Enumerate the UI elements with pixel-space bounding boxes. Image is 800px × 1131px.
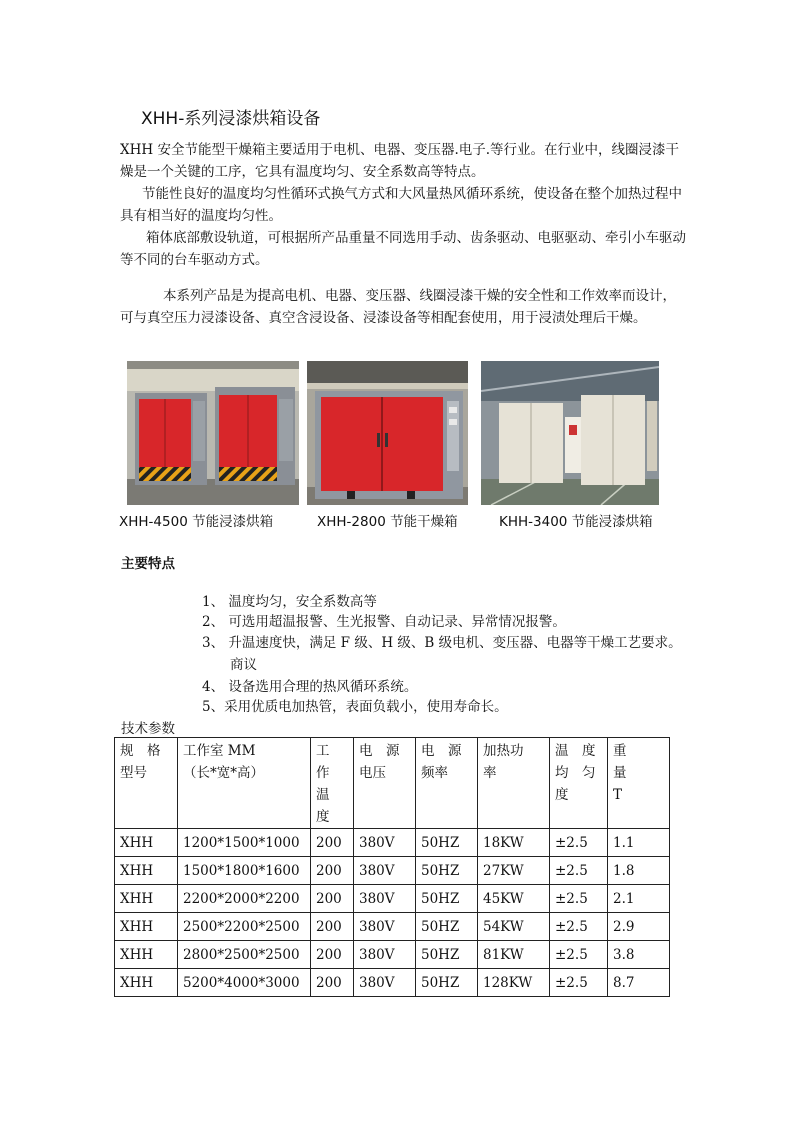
header-cell: 温 度 均 匀 度 — [550, 738, 608, 829]
feature-item: 5、采用优质电加热管，表面负载小，使用寿命长。 — [202, 699, 508, 715]
intro-paragraph-1-line-2: 燥是一个关键的工序，它具有温度均匀、安全系数高等特点。 — [120, 164, 485, 180]
table-cell: 50HZ — [416, 857, 478, 885]
header-cell: 电 源 频率 — [416, 738, 478, 829]
feature-item: 4、 设备选用合理的热风循环系统。 — [202, 679, 418, 695]
header-cell: 重 量 T — [608, 738, 670, 829]
table-cell: 2500*2200*2500 — [178, 913, 311, 941]
feature-item-continuation: 商议 — [230, 657, 257, 673]
header-cell: 工 作 温 度 — [311, 738, 354, 829]
table-cell: 8.7 — [608, 969, 670, 997]
table-header-row — [115, 738, 670, 829]
table-cell: 380V — [354, 913, 416, 941]
features-heading: 主要特点 — [121, 556, 175, 572]
table-cell: 200 — [311, 857, 354, 885]
table-cell: XHH — [115, 885, 178, 913]
photo-caption: XHH-4500 节能浸漆烘箱 — [119, 514, 274, 530]
intro-paragraph-3-line-1: 箱体底部敷设轨道，可根据所产品重量不同选用手动、齿条驱动、电驱驱动、牵引小车驱动 — [146, 230, 686, 246]
table-cell: 5200*4000*3000 — [178, 969, 311, 997]
table-cell: XHH — [115, 829, 178, 857]
header-cell: 工作室 MM （长*宽*高） — [178, 738, 311, 829]
header-cell: 加热功 率 — [478, 738, 550, 829]
tech-params-heading: 技术参数 — [121, 721, 175, 737]
table-cell: 380V — [354, 941, 416, 969]
table-cell: 200 — [311, 885, 354, 913]
intro-paragraph-3-line-2: 等不同的台车驱动方式。 — [120, 252, 269, 268]
table-cell: 1.1 — [608, 829, 670, 857]
oven-photo-xhh-2800 — [307, 361, 468, 505]
header-cell: 规 格 型号 — [115, 738, 178, 829]
table-cell: 50HZ — [416, 969, 478, 997]
table-cell: 380V — [354, 829, 416, 857]
table-cell: ±2.5 — [550, 829, 608, 857]
table-row — [115, 969, 670, 997]
table-cell: 50HZ — [416, 885, 478, 913]
table-cell: 200 — [311, 941, 354, 969]
photo-caption: KHH-3400 节能浸漆烘箱 — [499, 514, 653, 530]
intro-paragraph-4-line-1: 本系列产品是为提高电机、电器、变压器、线圈浸漆干燥的安全性和工作效率而设计， — [163, 288, 676, 304]
table-cell: ±2.5 — [550, 969, 608, 997]
table-cell: 380V — [354, 857, 416, 885]
table-cell: 27KW — [478, 857, 550, 885]
table-cell: 1200*1500*1000 — [178, 829, 311, 857]
table-cell: 3.8 — [608, 941, 670, 969]
table-cell: XHH — [115, 941, 178, 969]
feature-item: 3、 升温速度快，满足 F 级、H 级、B 级电机、变压器、电器等干燥工艺要求。 — [202, 635, 682, 651]
table-cell: 54KW — [478, 913, 550, 941]
table-cell: XHH — [115, 913, 178, 941]
table-row — [115, 857, 670, 885]
table-cell: 200 — [311, 913, 354, 941]
intro-paragraph-2-line-1: 节能性良好的温度均匀性循环式换气方式和大风量热风循环系统，使设备在整个加热过程中 — [142, 186, 682, 202]
table-cell: 50HZ — [416, 941, 478, 969]
header-cell: 电 源 电压 — [354, 738, 416, 829]
oven-photo-xhh-4500 — [127, 361, 299, 505]
photo-caption: XHH-2800 节能干燥箱 — [317, 514, 458, 530]
table-cell: 50HZ — [416, 913, 478, 941]
table-row — [115, 829, 670, 857]
table-row — [115, 885, 670, 913]
feature-item: 2、 可选用超温报警、生光报警、自动记录、异常情况报警。 — [202, 614, 566, 630]
intro-paragraph-2-line-2: 具有相当好的温度均匀性。 — [120, 208, 282, 224]
table-cell: 18KW — [478, 829, 550, 857]
table-cell: 45KW — [478, 885, 550, 913]
table-row — [115, 913, 670, 941]
table-cell: 200 — [311, 969, 354, 997]
table-cell: ±2.5 — [550, 885, 608, 913]
table-cell: 2800*2500*2500 — [178, 941, 311, 969]
table-cell: 2.9 — [608, 913, 670, 941]
feature-item: 1、 温度均匀，安全系数高等 — [202, 594, 377, 610]
intro-paragraph-1-line-1: XHH 安全节能型干燥箱主要适用于电机、电器、变压器.电子.等行业。在行业中，线圈浸漆干 — [120, 142, 680, 158]
table-cell: 380V — [354, 969, 416, 997]
table-cell: 200 — [311, 829, 354, 857]
table-cell: 2200*2000*2200 — [178, 885, 311, 913]
table-cell: ±2.5 — [550, 941, 608, 969]
table-cell: 380V — [354, 885, 416, 913]
table-row — [115, 941, 670, 969]
table-cell: XHH — [115, 857, 178, 885]
table-cell: 2.1 — [608, 885, 670, 913]
table-cell: 128KW — [478, 969, 550, 997]
table-cell: 50HZ — [416, 829, 478, 857]
table-cell: 81KW — [478, 941, 550, 969]
table-cell: ±2.5 — [550, 913, 608, 941]
oven-photo-khh-3400 — [481, 361, 659, 505]
table-cell: ±2.5 — [550, 857, 608, 885]
intro-paragraph-4-line-2: 可与真空压力浸漆设备、真空含浸设备、浸漆设备等相配套使用，用于浸渍处理后干燥。 — [120, 310, 647, 326]
table-cell: 1500*1800*1600 — [178, 857, 311, 885]
table-cell: XHH — [115, 969, 178, 997]
table-cell: 1.8 — [608, 857, 670, 885]
spec-table — [114, 737, 670, 997]
page-title: XHH-系列浸漆烘箱设备 — [141, 109, 321, 129]
